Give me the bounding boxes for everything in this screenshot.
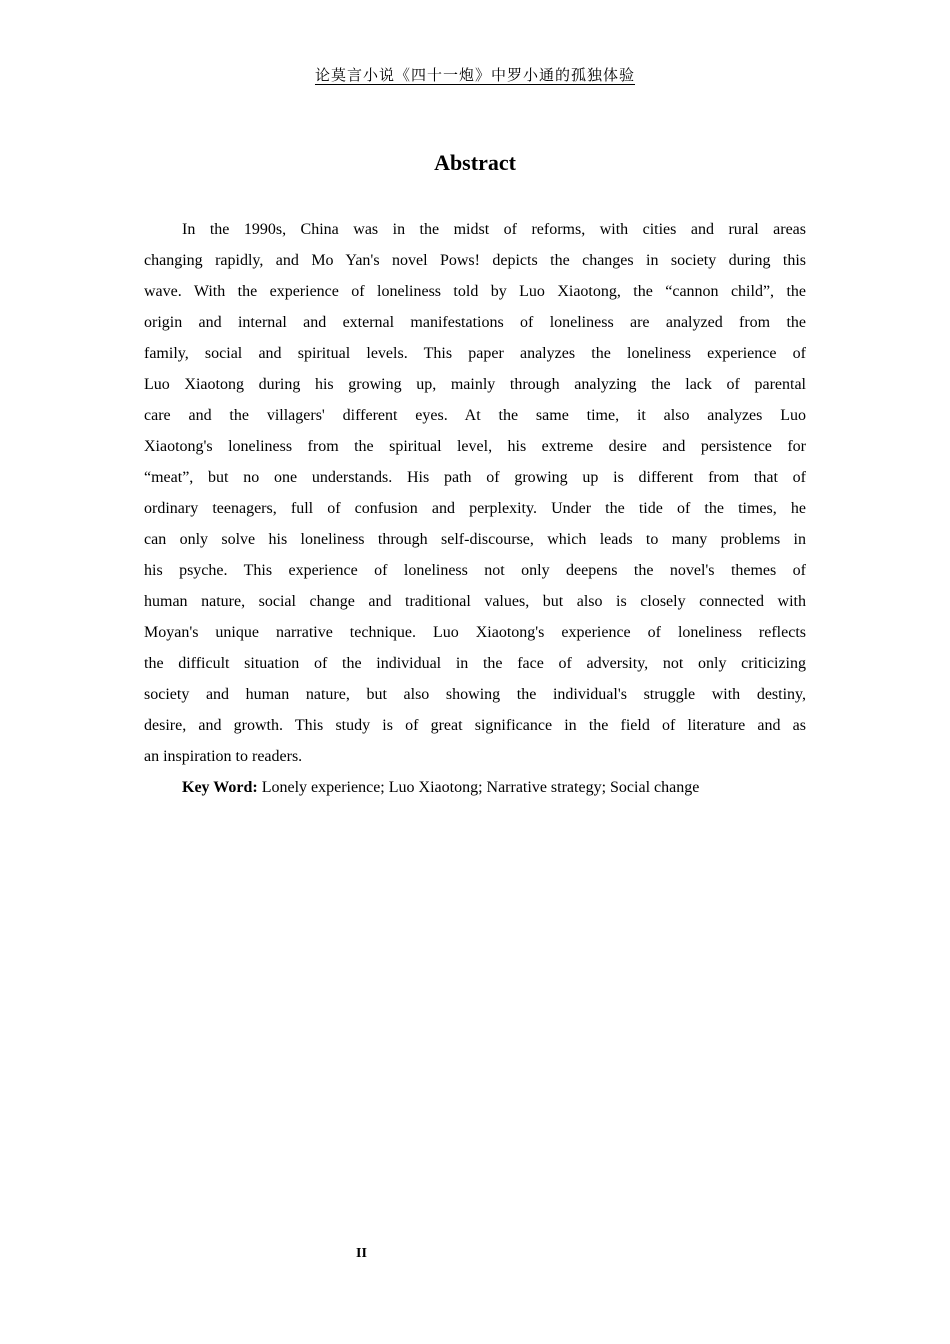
abstract-line: family, social and spiritual levels. This paper analyzes the loneliness experience of [144,345,806,362]
abstract-line: Moyan's unique narrative technique. Luo Xiaotong's experience of loneliness reflects [144,624,806,641]
abstract-line: origin and internal and external manifestations of loneliness are analyzed from the [144,314,806,331]
abstract-line: Luo Xiaotong during his growing up, mainly through analyzing the lack of parental [144,376,806,393]
abstract-line: desire, and growth. This study is of great significance in the field of literature and as [144,717,806,734]
running-header-text: 论莫言小说《四十一炮》中罗小通的孤独体验 [314,68,635,84]
running-header [0,64,950,85]
abstract-line: society and human nature, but also showing the individual's struggle with destiny, [144,686,806,703]
abstract-line: In the 1990s, China was in the midst of reforms, with cities and rural areas [182,221,806,238]
keywords-line [144,772,806,803]
page-number: II [356,1246,367,1261]
abstract-line: can only solve his loneliness through self-discourse, which leads to many problems in [144,531,806,548]
abstract-line: his psyche. This experience of loneliness not only deepens the novel's themes of [144,562,806,579]
abstract-line: the difficult situation of the individual in the face of adversity, not only criticizing [144,655,806,672]
keywords-label: Key Word: [182,779,258,796]
abstract-line: “meat”, but no one understands. His path of growing up is different from that of [144,469,806,486]
abstract-line: human nature, social change and traditional values, but also is closely connected with [144,593,806,610]
abstract-line: ordinary teenagers, full of confusion and perplexity. Under the tide of the times, he [144,500,806,517]
abstract-paragraph [144,214,806,772]
keywords-text: Lonely experience; Luo Xiaotong; Narrative strategy; Social change [257,779,700,796]
abstract-line: Xiaotong's loneliness from the spiritual level, his extreme desire and persistence for [144,438,806,455]
abstract-title: Abstract [434,150,516,175]
abstract-line: an inspiration to readers. [144,748,303,765]
abstract-line: care and the villagers' different eyes. At the same time, it also analyzes Luo [144,407,806,424]
abstract-body [144,214,806,803]
abstract-line: changing rapidly, and Mo Yan's novel Pows! depicts the changes in society during this [144,252,806,269]
abstract-line: wave. With the experience of loneliness told by Luo Xiaotong, the “cannon child”, the [144,283,806,300]
